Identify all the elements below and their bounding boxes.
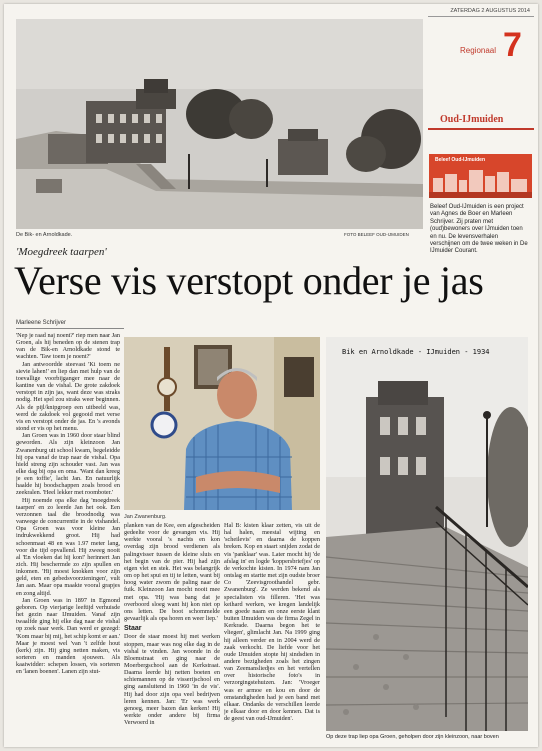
col1-para-3: Jan Groen was in 1960 door staar blind geworden. Als zijn kleinzoon Jan Zwanenburg uit school kwam, begeleidde hij opa vanaf de trap naar de vishal. Opa hield streng zijn schouder vast. Jan was elke dag bij opa en oma. 'Want dan kreeg je een toffie', lacht Jan. En natuurlijk haalde hij boodschappen zoals brood en zeekralen. 'Heel lekker met roomboter.' (16, 432, 120, 497)
col1-para-4: Hij noemde opa elke dag 'moegdreek taarpen' en zo leerde Jan het ook. Een verzonnen taal die broodnodig was vanwege de concurrentie in de vishandel. Opa Groen was voor kleine Jan indrukwekkend groot. Hij had schoenmaat 48 en was 1.97 meter lang, voor die tijd opvallend. Hij zweeg nooit al 'En vloeken dat hij kon!' herinnert Jan zich. Hij beschermde zo zijn spullen en inkomen. 'Hij moest knokken voor zijn geld, eten en gebedsvoorzieningen', vult Jan aan. Maar opa maakte vooral grapjes en zong altijd. (16, 496, 120, 597)
article-column-3 (224, 522, 320, 738)
logo-text: Beleef Oud-IJmuiden (435, 157, 486, 163)
col1-para-2: Jan antwoordde steevast 'Ki toem ne sievie lahen!' en liep dan met hulp van de toevallige voorbijganger mee naar de kantine van de vishal. De grote zakdoek verstopt in zijn jas, want deze was straks nodig. Het spel zou straks weer beginnen. Als de pijl/knipgroep een uitbeeld was, werd de zakdoek vol gegooid met verse vis en verstopt onder de jas. En 's avonds stond er vis op het menu. (16, 360, 120, 433)
date-rule (428, 16, 534, 17)
col2-para-2: Door de staar moest hij met werken stoppen, maar was nog elke dag in de vishal te vinden. Jan woonde in de Bloemstraat en ging naar de Moerbergschool aan de Kerkstraat. Daarna leerde hij netten boeten en schiemannen op de visserijschool en ging aansluitend in 1960 'in de vis'. Hij had door zijn opa veel bedrijven leren kennen. Jan: 'Er was werk genoeg, meer bazen dan kerken! Hij werkte onder andere bij firma Verwoerd in (124, 633, 220, 727)
article-headline: Verse vis verstopt onder je jas (14, 258, 484, 303)
col1-para-5: Jan Groen was in 1897 in Egmond geboren. Op vierjarige leeftijd verhuisde het gezin naar IJmuiden. Vanaf zijn twaalfde ging hij elke dag naar de vishal op zoek naar werk. Dan werd er gezegd: 'Kom maar bij mij, het schip komt er aan.' Maar je moest wel 'van 't zelfde hout (kerk) zijn. Hij ging netten maken, vis sorteren en manden sjouwen. Als kaaiwidder: schepen lossen, vis sorteren en 'lanen boenen'. Lanen zijn stut- (16, 596, 120, 676)
article-column-2 (124, 522, 220, 738)
subhead-staar: Staar (124, 625, 142, 633)
stairs-photo (326, 337, 528, 731)
region-label: Regionaal (460, 46, 497, 55)
section-rule (428, 128, 534, 130)
article-kicker: 'Moegdreek taarpen' (16, 246, 107, 258)
project-info: Beleef Oud-IJmuiden is een project van Agnes de Boer en Marleen Schrijver. Zij praten met (oud)bewoners over IJmuiden toen en nu. De levensverhalen verschijnen om de twee weken in De IJmuider Courant. (430, 204, 528, 255)
col1-para-1: 'Nep je raad naj noent?' riep men naar Jan Groen, als hij beneden op de stenen trap van de Bik-en Arnoldkade stond te wachten. 'Taw toem je noent?' (16, 332, 120, 361)
issue-date: ZATERDAG 2 AUGUSTUS 2014 (450, 8, 530, 14)
top-photo-illustration (16, 19, 423, 229)
col3-para-1: Hal B: kisten klaar zetten, vis uit de hal halen, meestal wijting en 'scheilevis' en daarna de koppen breken. Kop en staart snijden zodat de vis 'panklaar' was. Later mocht hij 'de afslag in' en logde 'koppersbriefjes' op de verkochte kisten. In 1974 nam Jan ontslag en startte met zijn oudste broer Co 'Zeevisgroothandel gebr. Zwanenburg'. Ze werden bekend als specialisten vis filleren. 'Het was keihard werken, we kregen landelijk een goede naam en onze eerste klant buiten IJmuiden was de firma Zegel in Kerkrade. Daarna begon het te vliegen', glimlacht Jan. Na 1999 ging hij alleen verder en in 2004 werd de zaak verkocht. De liefde voor het oude IJmuiden stopte hij sindsdien in andere bezigheden zoals het zingen van Zeemansliedjes en het vertellen over historische foto's in verzorgingstehuizen. Jan: 'Vroeger was er armoe en kou en door de omstandigheden had je een band met elkaar. Ondanks de verschillen leerde je elkaar door en door kennen. Dat is de geest van oud-IJmuiden'. (224, 522, 320, 723)
section-title: Oud-IJmuiden (440, 114, 504, 125)
top-photo (16, 19, 423, 229)
top-photo-credit: FOTO BELEEF OUD-IJMUIDEN (344, 232, 409, 237)
col2-para-1: planken van de Kee, een afgescheiden gedeelte voor de gevangen vis. Hij werkte vooral 's nachts en kon overdag zijn brood verdienen als palingvisser tussen de kleine sluis en het begin van de pier. Hij had zijn eigen vlet en stek. Het was belangrijk om op het spui en tij te letten, want bij hoog water zwom de paling naar de fuik. Kleinzoon Jan mocht nooit mee met opa. 'Hij was bang dat je overboord sloeg want hij kon niet op ons letten. De boot schommelde gevaarlijk als opa horen en weer liep.' (124, 522, 220, 623)
top-photo-caption: De Bik- en Arnoldkade. (16, 232, 73, 238)
stairs-photo-caption: Op deze trap liep opa Groen, geholpen door zijn kleinzoon, naar boven (326, 734, 499, 740)
stairs-photo-label: Bik en Arnoldkade - IJmuiden - 1934 (342, 348, 490, 356)
portrait-photo (124, 337, 320, 510)
author-rule (16, 328, 124, 329)
page-number: 7 (503, 26, 522, 64)
portrait-illustration (124, 337, 320, 510)
article-column-1 (16, 332, 120, 738)
stairs-illustration (326, 337, 528, 731)
newspaper-page (4, 4, 538, 747)
portrait-caption: Jan Zwanenburg. (124, 514, 167, 520)
article-author: Marleene Schrijver (16, 320, 67, 326)
